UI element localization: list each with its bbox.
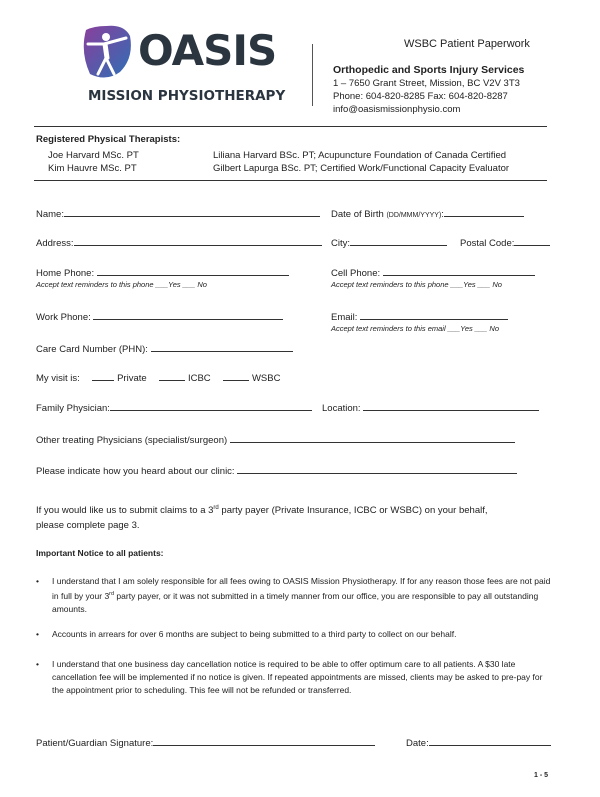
cell-phone-field[interactable] [383,265,535,276]
visit-wsbc-check[interactable] [223,370,249,381]
therapists-rule [34,180,547,181]
clinic-email: info@oasismissionphysio.com [333,104,461,115]
postal-label: Postal Code: [460,238,515,249]
clinic-phone: Phone: 604-820-8285 Fax: 604-820-8287 [333,91,508,102]
cell-text-reminder[interactable]: Accept text reminders to this phone ___Yes ___ No [331,280,502,289]
care-card-label: Care Card Number (PHN): [36,344,148,355]
notice-item-3: • I understand that one business day cancellation notice is required to be able to offer optimum care to all patients. A $30 late cancellation fee will be implemented if no notice is given. If repeated appointments are missed, clients may be asked to pre-pay for the appointment prior to scheduling. This fee will not be refunded or transferred. [36,659,543,695]
dob-field[interactable] [444,206,524,217]
cell-phone-label: Cell Phone: [331,268,381,279]
logo-word: OASIS [138,26,277,75]
city-label: City: [331,238,350,249]
address-field[interactable] [74,235,322,246]
care-card-field[interactable] [151,341,293,352]
heard-about-label: Please indicate how you heard about our clinic: [36,466,235,477]
home-phone-label: Home Phone: [36,268,95,279]
family-physician-field[interactable] [110,400,312,411]
bullet-icon: • [36,576,39,586]
header-rule [34,126,547,127]
logo [76,22,286,110]
therapist-right-2: Gilbert Lapurga BSc. PT; Certified Work/Functional Capacity Evaluator [213,163,510,174]
services-title: Orthopedic and Sports Injury Services [333,64,525,76]
location-field[interactable] [363,400,539,411]
family-physician-label: Family Physician: [36,403,110,414]
bullet-icon: • [36,629,39,639]
visit-icbc-label: ICBC [187,373,211,384]
therapist-left-1: Joe Harvard MSc. PT [48,150,139,161]
postal-field[interactable] [514,235,550,246]
therapist-left-2: Kim Hauvre MSc. PT [48,163,137,174]
email-label: Email: [331,312,358,323]
home-phone-field[interactable] [97,265,289,276]
therapists-heading: Registered Physical Therapists: [36,134,181,145]
name-field[interactable] [64,206,320,217]
heard-about-field[interactable] [237,463,517,474]
third-party-text: If you would like us to submit claims to a 3rd party payer (Private Insurance, ICBC or WSBC) on your behalf, please complete page 3. [36,505,488,532]
visit-label: My visit is: [36,373,80,384]
clinic-address: 1 – 7650 Grant Street, Mission, BC V2V 3T3 [333,78,520,89]
bullet-icon: • [36,659,39,669]
address-label: Address: [36,238,74,249]
doc-title: WSBC Patient Paperwork [404,38,530,50]
date-label: Date: [406,738,429,749]
signature-label: Patient/Guardian Signature: [36,738,154,749]
visit-icbc-check[interactable] [159,370,185,381]
work-phone-label: Work Phone: [36,312,91,323]
page-number: 1 - 5 [534,772,549,779]
visit-private-label: Private [117,373,147,384]
other-physicians-label: Other treating Physicians (specialist/surgeon) [36,435,228,446]
visit-wsbc-label: WSBC [251,373,281,384]
dob-format: (DD/MMM/YYYY) [386,212,442,219]
therapist-right-1: Liliana Harvard BSc. PT; Acupuncture Foundation of Canada Certified [213,150,507,161]
notice-item-2: • Accounts in arrears for over 6 months are subject to being submitted to a third party to collect on our behalf. [36,629,457,639]
dob-label: Date of Birth [331,209,384,220]
location-label: Location: [322,403,361,414]
notice-heading: Important Notice to all patients: [36,548,164,558]
signature-field[interactable] [153,735,375,746]
name-label: Name: [36,209,64,220]
home-text-reminder[interactable]: Accept text reminders to this phone ___Yes ___ No [36,280,207,289]
email-field[interactable] [360,309,508,320]
date-field[interactable] [429,735,551,746]
other-physicians-field[interactable] [230,432,515,443]
header-divider [312,44,313,106]
city-field[interactable] [350,235,447,246]
work-phone-field[interactable] [93,309,283,320]
visit-private-check[interactable] [92,370,114,381]
logo-figure-icon [76,22,138,84]
logo-subtitle: MISSION PHYSIOTHERAPY [88,88,286,104]
notice-item-1: • I understand that I am solely responsible for all fees owing to OASIS Mission Physiotherapy. If for any reason those fees are not paid in full by your 3rd party payer, or it was not submitted in a timely manner from our office, you are responsible to pay all outstanding amounts. [36,576,551,614]
email-text-reminder[interactable]: Accept text reminders to this email ___Yes ___ No [331,324,500,333]
